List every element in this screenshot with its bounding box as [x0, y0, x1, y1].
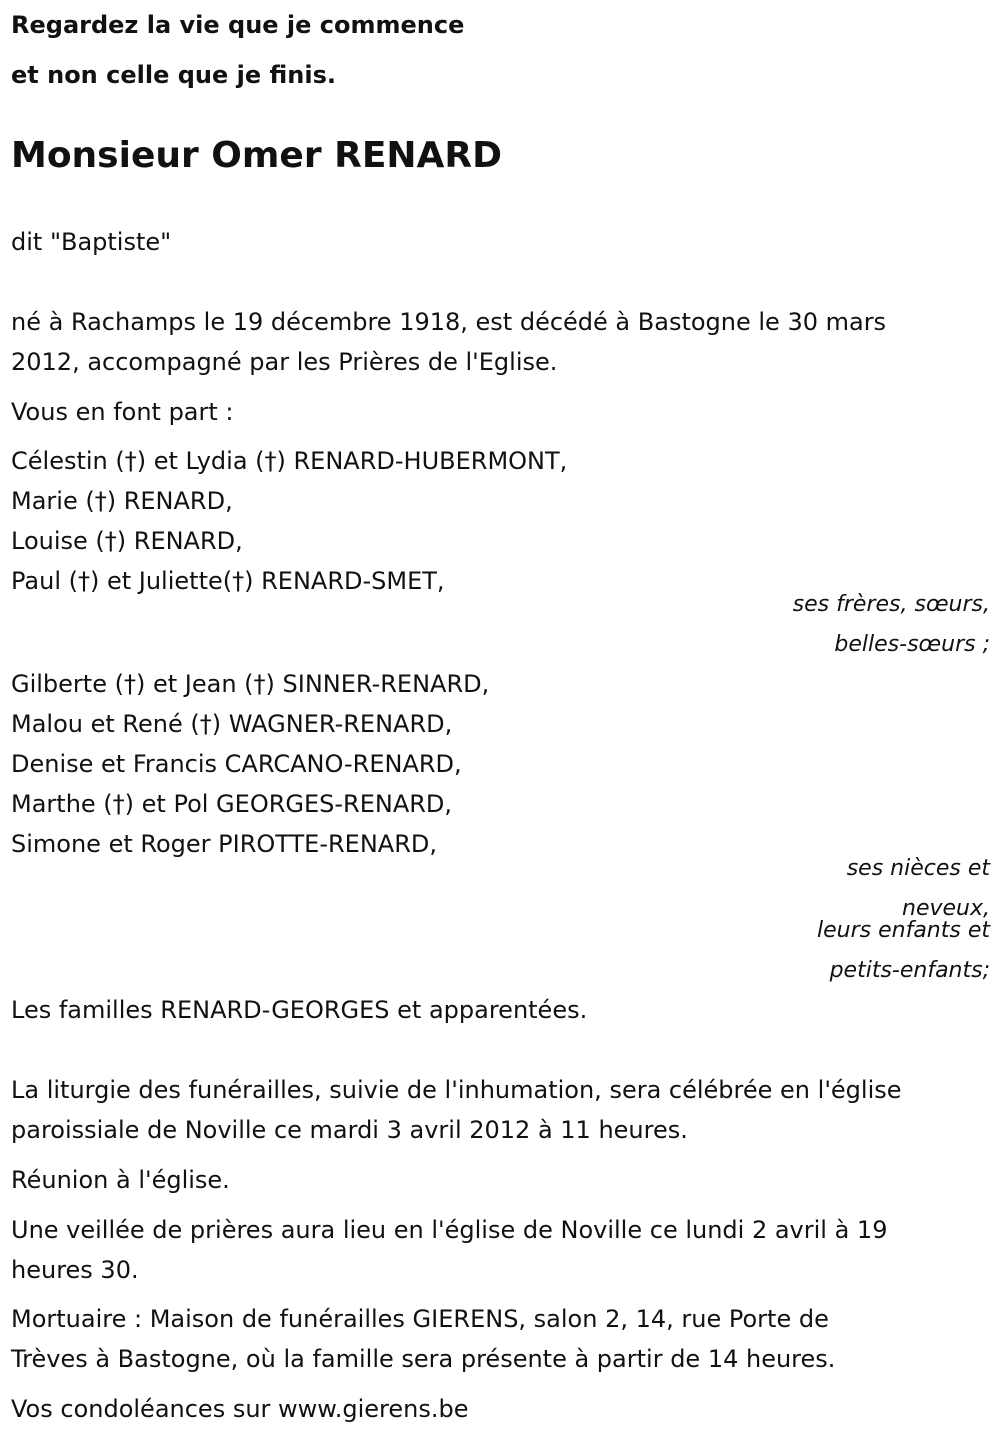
nieces-note-line-3: leurs enfants et [817, 918, 990, 943]
condolences-text: Vos condoléances sur www.gierens.be [11, 1395, 469, 1423]
liturgy-line-2: paroissiale de Noville ce mardi 3 avril 2012 à 11 heures. [11, 1116, 688, 1144]
list-item: Célestin (†) et Lydia (†) RENARD-HUBERMONT, [11, 447, 568, 475]
liturgy-line-1: La liturgie des funérailles, suivie de l'inhumation, sera célébrée en l'église [11, 1076, 902, 1104]
list-item: Malou et René (†) WAGNER-RENARD, [11, 710, 453, 738]
nieces-note-line-4: petits-enfants; [829, 958, 990, 983]
siblings-note-line-2: belles-sœurs ; [834, 632, 990, 657]
nickname: dit "Baptiste" [11, 228, 172, 256]
list-item: Marthe (†) et Pol GEORGES-RENARD, [11, 790, 453, 818]
nieces-note-line-1: ses nièces et [846, 856, 990, 881]
list-item: Paul (†) et Juliette(†) RENARD-SMET, [11, 567, 445, 595]
birth-death-line-1: né à Rachamps le 19 décembre 1918, est décédé à Bastogne le 30 mars [11, 308, 887, 336]
list-item: Denise et Francis CARCANO-RENARD, [11, 750, 462, 778]
nieces-note-line-2: neveux, [902, 896, 990, 921]
list-item: Louise (†) RENARD, [11, 527, 243, 555]
vigil-line-2: heures 30. [11, 1256, 139, 1284]
families-text: Les familles RENARD-GEORGES et apparentées. [11, 996, 588, 1024]
announce-text: Vous en font part : [11, 398, 234, 426]
birth-death-line-2: 2012, accompagné par les Prières de l'Eglise. [11, 348, 558, 376]
nieces-list [11, 664, 489, 864]
reunion-text: Réunion à l'église. [11, 1166, 230, 1194]
vigil-line-1: Une veillée de prières aura lieu en l'église de Noville ce lundi 2 avril à 19 [11, 1216, 888, 1244]
siblings-list [11, 441, 567, 601]
list-item: Gilberte (†) et Jean (†) SINNER-RENARD, [11, 670, 490, 698]
mortuary-line-1: Mortuaire : Maison de funérailles GIERENS, salon 2, 14, rue Porte de [11, 1305, 829, 1333]
siblings-note-line-1: ses frères, sœurs, [792, 592, 990, 617]
epigraph-line-2: et non celle que je finis. [11, 61, 336, 89]
list-item: Simone et Roger PIROTTE-RENARD, [11, 830, 437, 858]
deceased-name: Monsieur Omer RENARD [11, 135, 503, 176]
mortuary-line-2: Trèves à Bastogne, où la famille sera présente à partir de 14 heures. [11, 1345, 836, 1373]
epigraph-line-1: Regardez la vie que je commence [11, 11, 465, 39]
list-item: Marie (†) RENARD, [11, 487, 233, 515]
